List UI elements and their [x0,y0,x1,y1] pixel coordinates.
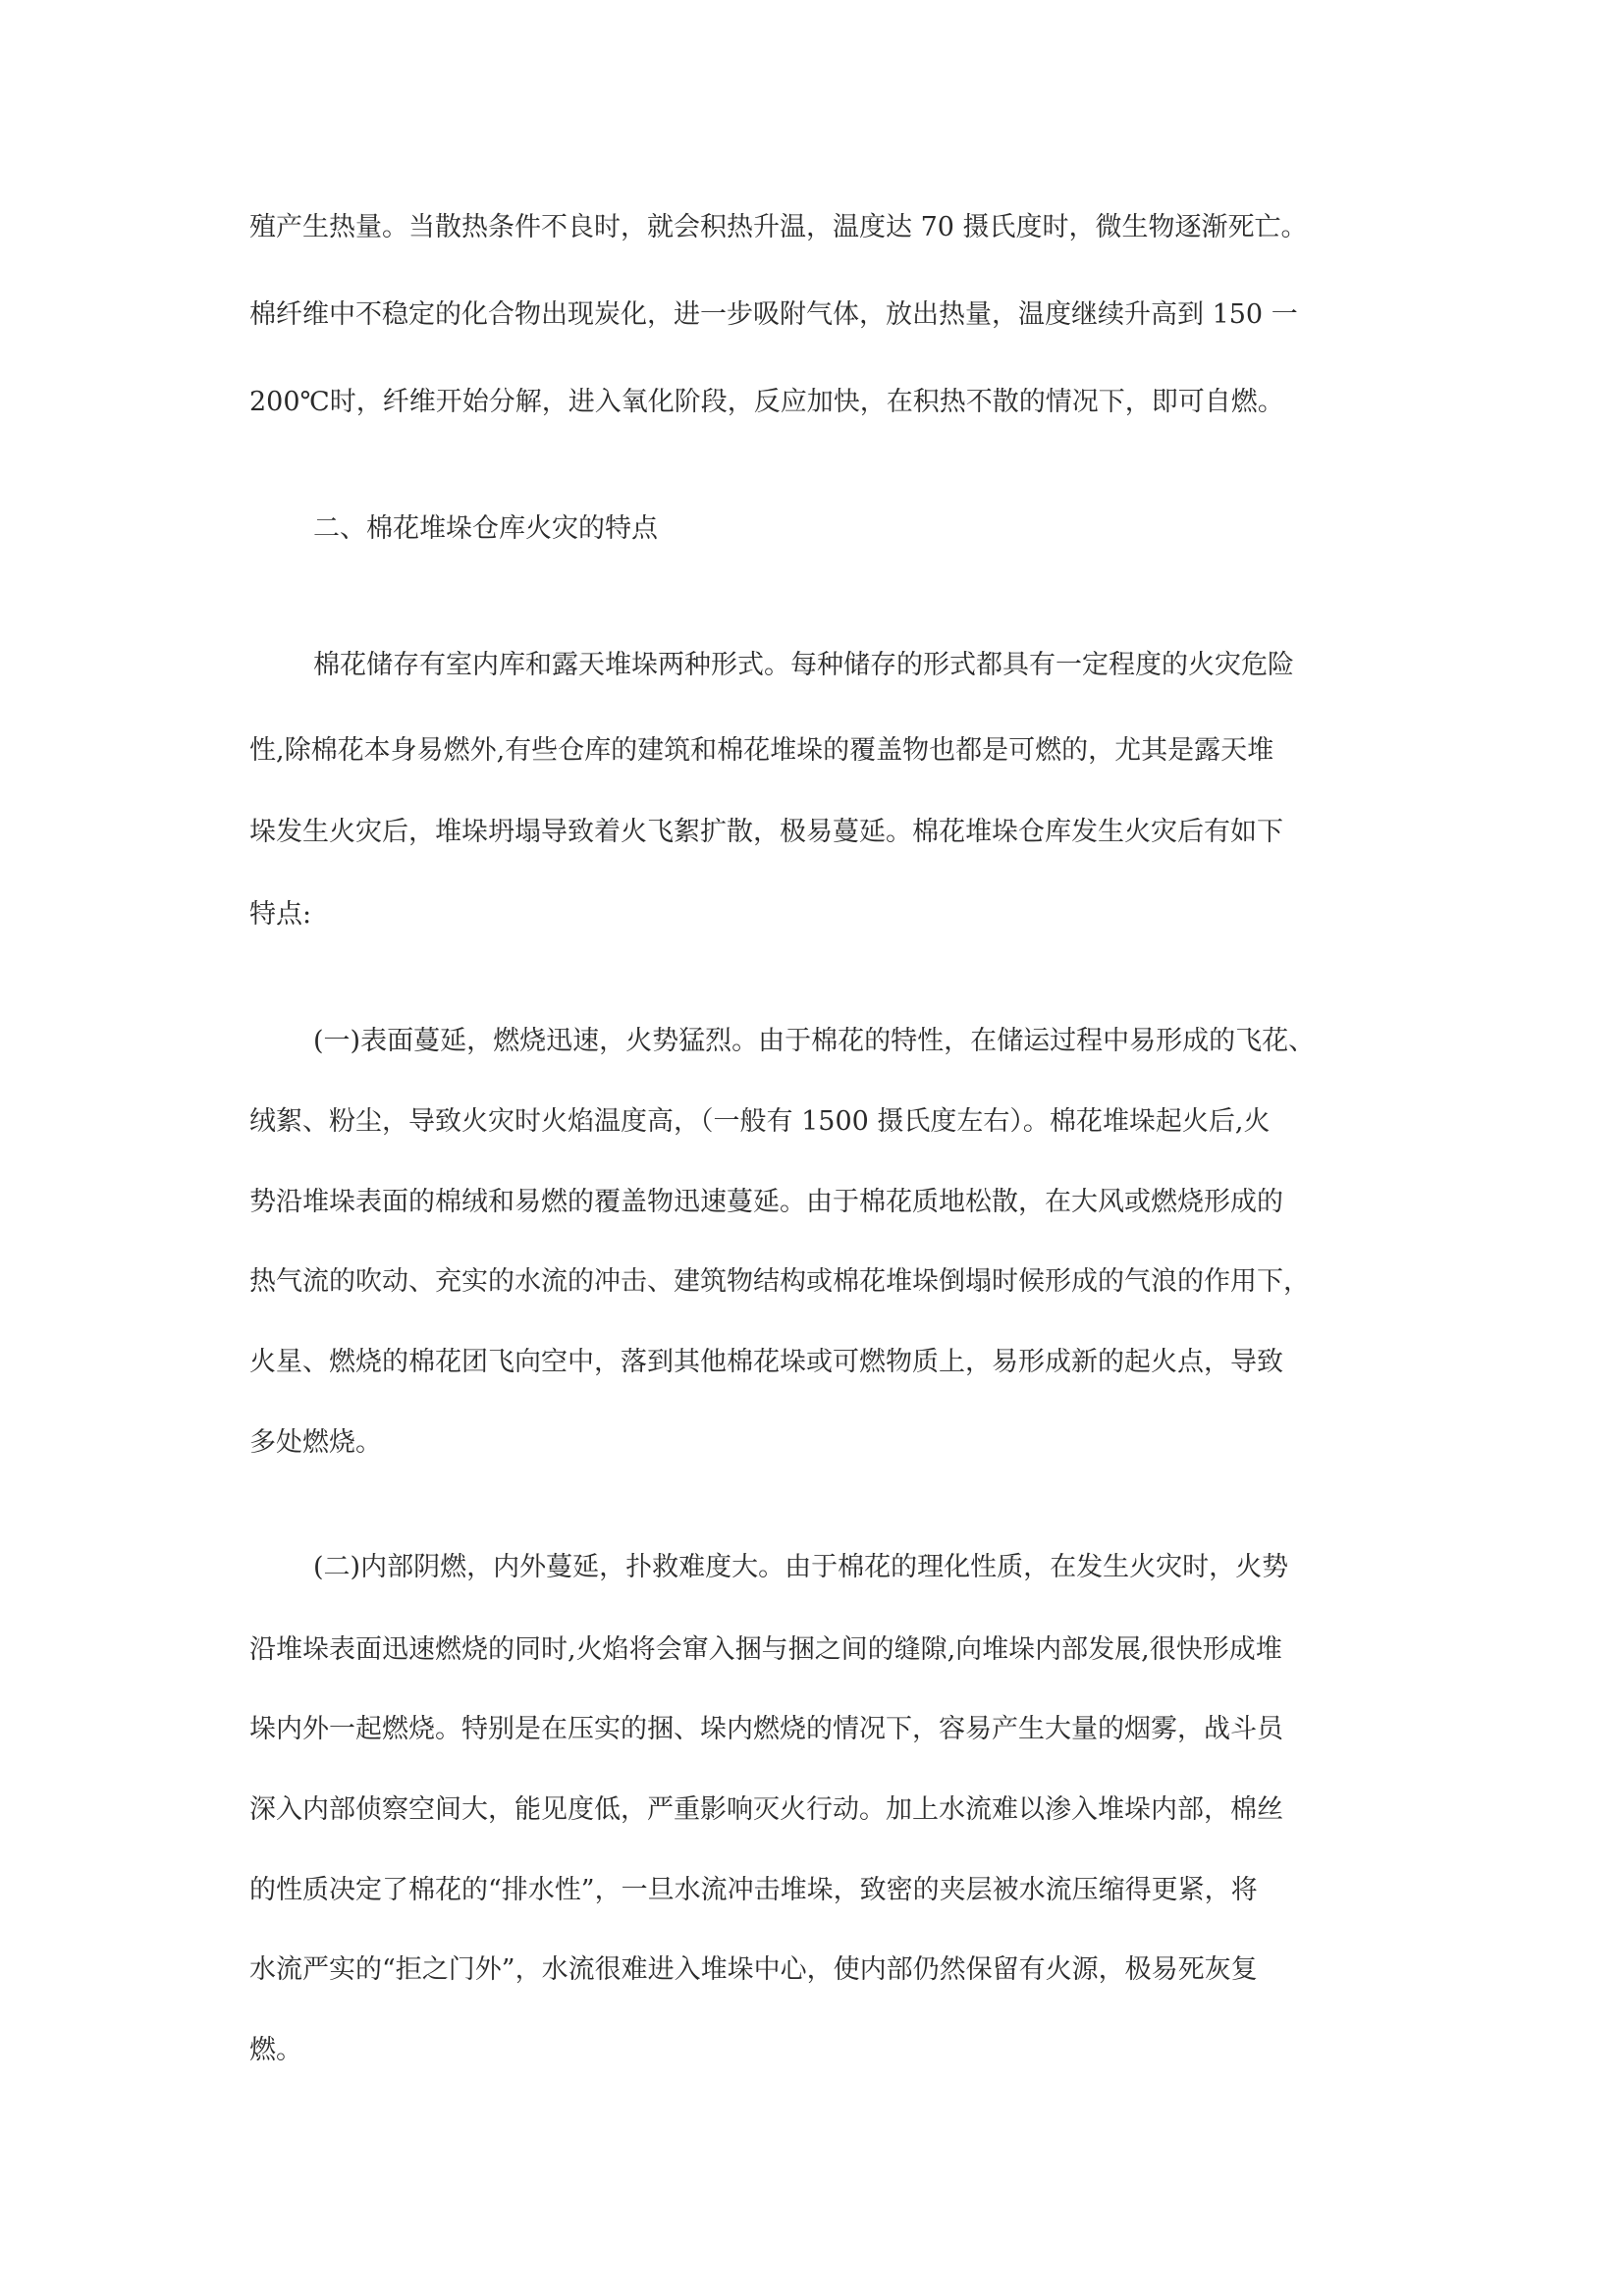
paragraph-line [0,1337,1624,1388]
line-text: 水流严实的“拒之门外”，水流很难进入堆垛中心，使内部仍然保留有火源，极易死灰复 [249,1954,1258,1985]
line-text: 垛内外一起燃烧。特别是在压实的捆、垛内燃烧的情况下，容易产生大量的烟雾，战斗员 [249,1714,1283,1744]
line-text: 火星、燃烧的棉花团飞向空中，落到其他棉花垛或可燃物质上，易形成新的起火点，导致 [249,1347,1283,1377]
paragraph-line [0,1865,1624,1916]
line-text: 多处燃烧。 [249,1427,382,1458]
section-heading [0,504,1624,555]
paragraph-line [0,1256,1624,1308]
line-text: 的性质决定了棉花的“排水性”，一旦水流冲击堆垛，致密的夹层被水流压缩得更紧，将 [249,1875,1258,1905]
paragraph-line [0,640,1624,691]
paragraph-line [0,290,1624,341]
paragraph-line [0,725,1624,776]
line-text: 热气流的吹动、充实的水流的冲击、建筑物结构或棉花堆垛倒塌时候形成的气浪的作用下， [249,1266,1310,1297]
paragraph-line [0,1542,1624,1593]
line-text: 棉纤维中不稳定的化合物出现炭化，进一步吸附气体，放出热量，温度继续升高到 150 一 [249,299,1298,330]
paragraph-line [0,1945,1624,1996]
paragraph-line [0,1096,1624,1148]
section-heading-text: 二、棉花堆垛仓库火灾的特点 [313,513,658,544]
line-text: 深入内部侦察空间大，能见度低，严重影响灭火行动。加上水流难以渗入堆垛内部，棉丝 [249,1794,1283,1825]
line-text: 200℃时，纤维开始分解，进入氧化阶段，反应加快，在积热不散的情况下，即可自燃。 [249,387,1284,417]
paragraph-line [0,1704,1624,1755]
paragraph-line [0,1016,1624,1067]
line-text: 沿堆垛表面迅速燃烧的同时,火焰将会窜入捆与捆之间的缝隙,向堆垛内部发展,很快形成堆 [249,1634,1282,1665]
line-text: (一)表面蔓延，燃烧迅速，火势猛烈。由于棉花的特性，在储运过程中易形成的飞花、 [313,1026,1316,1056]
line-text: 燃。 [249,2035,302,2065]
paragraph-line [0,1785,1624,1836]
paragraph-line [0,377,1624,428]
line-text: 势沿堆垛表面的棉绒和易燃的覆盖物迅速蔓延。由于棉花质地松散，在大风或燃烧形成的 [249,1187,1283,1217]
line-text: 特点: [249,899,312,930]
paragraph-line [0,2025,1624,2076]
paragraph-line [0,1625,1624,1676]
paragraph-line [0,202,1624,253]
paragraph-line [0,1177,1624,1228]
paragraph-line [0,807,1624,858]
line-text: 性,除棉花本身易燃外,有些仓库的建筑和棉花堆垛的覆盖物也都是可燃的，尤其是露天堆 [249,735,1274,766]
line-text: 棉花储存有室内库和露天堆垛两种形式。每种储存的形式都具有一定程度的火灾危险 [313,650,1294,680]
paragraph-line [0,1417,1624,1468]
paragraph-line [0,889,1624,940]
line-text: 殖产生热量。当散热条件不良时，就会积热升温，温度达 70 摄氏度时，微生物逐渐死亡。 [249,212,1308,242]
line-text: 绒絮、粉尘，导致火灾时火焰温度高，（一般有 1500 摄氏度左右）。棉花堆垛起火后,火 [249,1106,1271,1137]
line-text: (二)内部阴燃，内外蔓延，扑救难度大。由于棉花的理化性质，在发生火灾时，火势 [313,1552,1289,1582]
line-text: 垛发生火灾后，堆垛坍塌导致着火飞絮扩散，极易蔓延。棉花堆垛仓库发生火灾后有如下 [249,817,1283,847]
